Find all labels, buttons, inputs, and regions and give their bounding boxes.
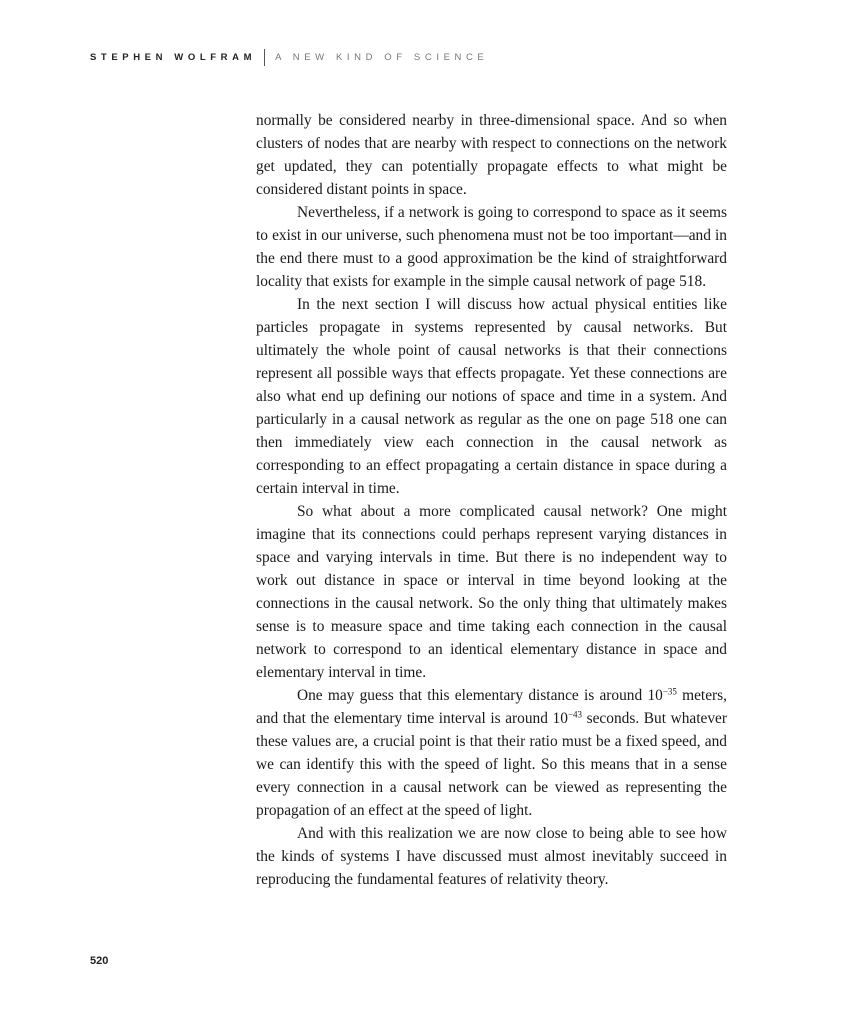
paragraph: normally be considered nearby in three-dimensional space. And so when clusters of nodes that are nearby with respect to connections on the network get updated, they can potentially propagate effects to what might be considered distant points in space. [256,112,727,198]
base: 10 [552,710,568,727]
page-number: 520 [90,955,109,967]
running-head [90,48,488,66]
base: 10 [647,687,663,704]
paragraph: Nevertheless, if a network is going to correspond to space as it seems to exist in our universe, such phenomena must not be too important—and in the end there must to a good approximation be the kind of straightforward locality that exists for example in the simple causal network of page 518. [256,204,727,290]
header-book-title: A NEW KIND OF SCIENCE [275,51,489,63]
text-run: One may guess that this elementary distance is around [297,687,648,704]
header-divider [264,49,265,66]
power-of-ten-time [553,710,582,727]
paragraph [256,684,727,822]
paragraph: And with this realization we are now close to being able to see how the kinds of systems I have discussed must almost inevitably succeed in reproducing the fundamental features of relativity theory. [256,825,727,888]
exponent: −43 [567,709,583,720]
header-author: STEPHEN WOLFRAM [90,51,257,63]
body-text [256,109,727,891]
paragraph: In the next section I will discuss how actual physical entities like particles propagate in systems represented by causal networks. But ultimately the whole point of causal networks is that their connections represent all possible ways that effects propagate. Yet these connections are also what end up defining our notions of space and time in a system. And particularly in a causal network as regular as the one on page 518 one can then immediately view each connection in the causal network as corresponding to an effect propagating a certain distance in space during a certain interval in time. [256,296,727,497]
text-run: meters, and that the elementary time interval is around [256,687,727,727]
exponent: −35 [662,686,677,697]
text-run: seconds. But whatever these values are, a crucial point is that their ratio must be a fixed speed, and we can identify this with the speed of light. So this means that in a sense every connection in a causal network can be viewed as representing the propagation of an effect at the speed of light. [256,710,727,819]
power-of-ten-distance [647,687,676,704]
paragraph: So what about a more complicated causal network? One might imagine that its connections could perhaps represent varying distances in space and varying intervals in time. But there is no independent way to work out distance in space or interval in time beyond looking at the connections in the causal network. So the only thing that ultimately makes sense is to measure space and time taking each connection in the causal network to correspond to an identical elementary distance in space and elementary interval in time. [256,503,727,681]
